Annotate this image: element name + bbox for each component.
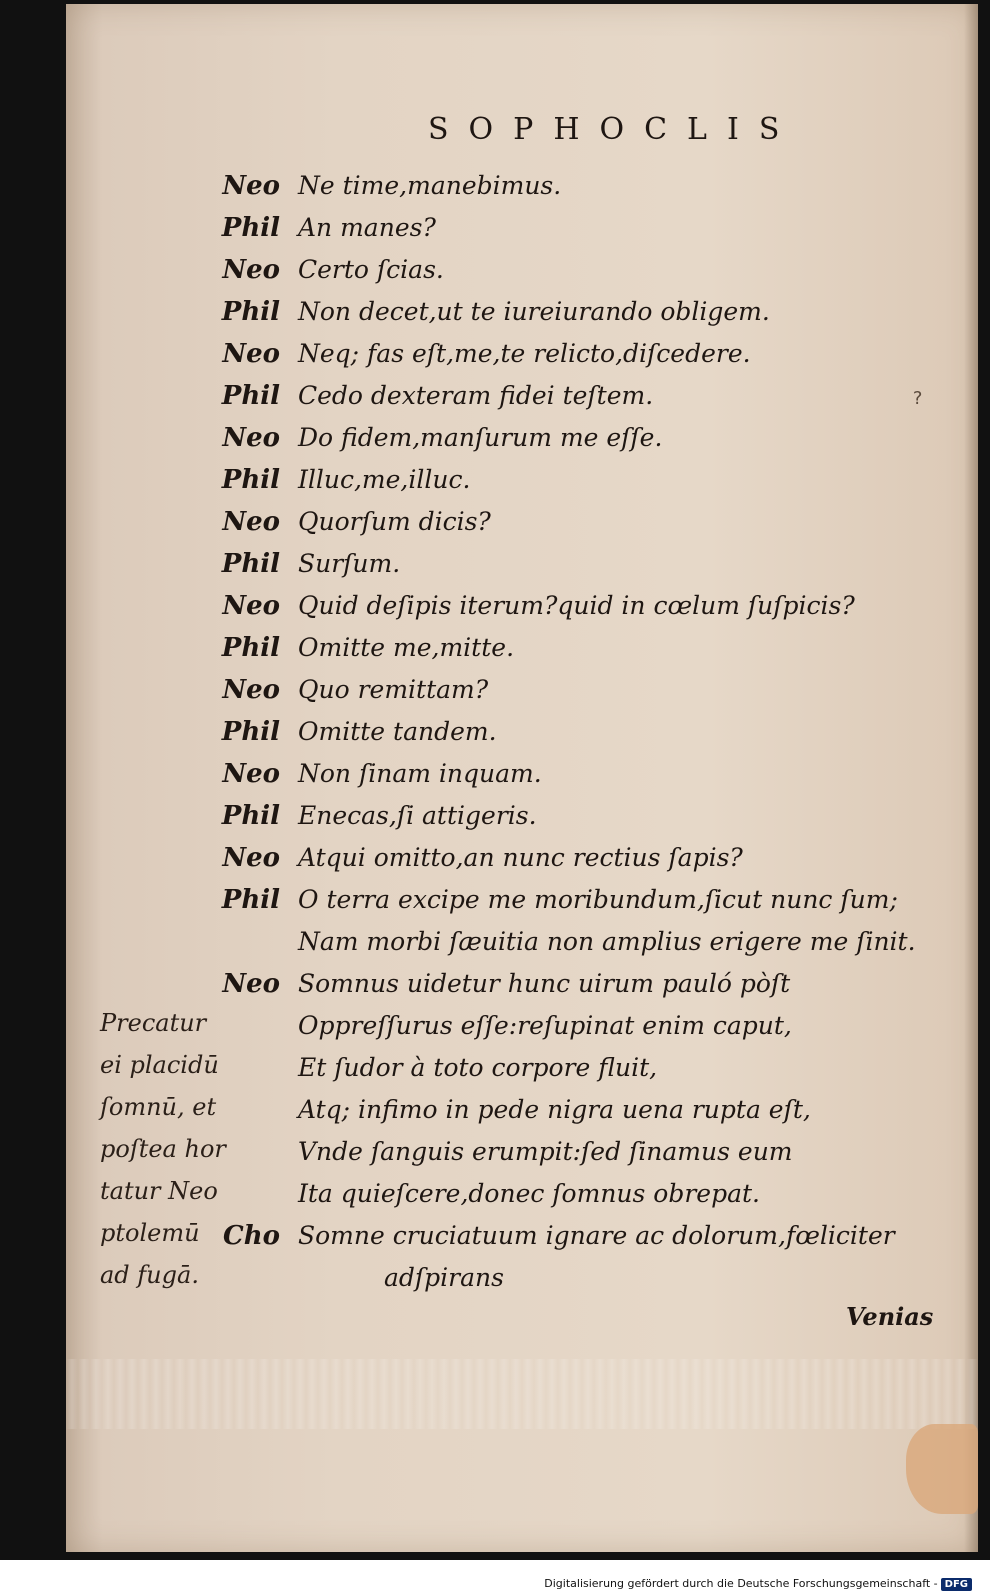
margin-note-line: ptolemū <box>100 1219 200 1247</box>
verse-line: Oppreſſurus eſſe:reſupinat enim caput, <box>298 1011 792 1040</box>
margin-note <box>100 1002 240 1296</box>
speaker-name: Phil <box>221 549 280 579</box>
speaker-name: Phil <box>221 381 280 411</box>
speech-row <box>0 586 1000 626</box>
speaker-name: Phil <box>221 213 280 243</box>
speech-row <box>0 670 1000 710</box>
verse-line: Ne time,manebimus. <box>298 171 562 200</box>
speaker-name: Neo <box>222 171 280 201</box>
speaker-name: Neo <box>222 675 280 705</box>
speaker-name: Neo <box>222 423 280 453</box>
dfg-logo-badge: DFG <box>941 1578 972 1591</box>
verse-line: Quid deſipis iterum?quid in cœlum ſuſpicis? <box>298 591 855 620</box>
verse-line: Non ſinam inquam. <box>298 759 542 788</box>
speech-row <box>0 922 1000 962</box>
verse-line: Omitte tandem. <box>298 717 497 746</box>
verse-line: Illuc,me,illuc. <box>298 465 471 494</box>
speech-row <box>0 712 1000 752</box>
verse-line: Neq; fas eſt,me,te relicto,diſcedere. <box>298 339 751 368</box>
margin-note-line: ei placidū <box>100 1051 219 1079</box>
speech-row <box>0 292 1000 332</box>
speaker-name: Phil <box>221 633 280 663</box>
margin-note-line: poſtea hor <box>100 1135 226 1163</box>
stray-mark: ? <box>912 388 923 409</box>
verse-line: Somne cruciatuum ignare ac dolorum,fœliciter <box>298 1221 895 1250</box>
verse-line: Omitte me,mitte. <box>298 633 515 662</box>
verse-line: An manes? <box>298 213 436 242</box>
speech-row <box>0 250 1000 290</box>
speech-row <box>0 880 1000 920</box>
speaker-name: Neo <box>222 339 280 369</box>
catchword: Venias <box>846 1302 934 1331</box>
verse-line: Nam morbi ſæuitia non amplius erigere me ſinit. <box>298 927 916 956</box>
running-head: SOPHOCLIS <box>428 112 800 147</box>
speaker-name: Neo <box>222 507 280 537</box>
verse-line: adſpirans <box>384 1263 504 1292</box>
verse-line: Certo ſcias. <box>298 255 444 284</box>
page-stain <box>906 1424 978 1514</box>
speech-row <box>0 502 1000 542</box>
margin-note-line: ad fugā. <box>100 1261 199 1289</box>
speech-row <box>0 460 1000 500</box>
speaker-name: Neo <box>222 759 280 789</box>
speaker-name: Phil <box>221 717 280 747</box>
speech-row <box>0 376 1000 416</box>
footer-text: Digitalisierung gefördert durch die Deutsche Forschungsgemeinschaft - <box>544 1577 938 1590</box>
speech-row <box>0 418 1000 458</box>
verse-line: Non decet,ut te iureiurando obligem. <box>298 297 770 326</box>
speech-row <box>0 544 1000 584</box>
speech-row <box>0 964 1000 1004</box>
page-bottom-band <box>66 1359 978 1429</box>
speech-row <box>0 166 1000 206</box>
verse-line: Et ſudor à toto corpore fluit, <box>298 1053 658 1082</box>
verse-line: Quo remittam? <box>298 675 489 704</box>
speaker-name: Phil <box>221 465 280 495</box>
footer-credit <box>544 1577 972 1591</box>
verse-line: Atqui omitto,an nunc rectius ſapis? <box>298 843 743 872</box>
speaker-name: Cho <box>223 1221 280 1251</box>
verse-line: Do fidem,manſurum me eſſe. <box>298 423 663 452</box>
speech-row <box>0 754 1000 794</box>
speech-row <box>0 796 1000 836</box>
margin-note-line: Precatur <box>100 1009 207 1037</box>
speaker-name: Neo <box>222 255 280 285</box>
verse-line: Atq; infimo in pede nigra uena rupta eſt, <box>298 1095 811 1124</box>
speech-row <box>0 838 1000 878</box>
verse-line: Enecas,ſi attigeris. <box>298 801 537 830</box>
speaker-name: Neo <box>222 591 280 621</box>
verse-line: Quorſum dicis? <box>298 507 491 536</box>
verse-line: Vnde ſanguis erumpit:ſed ſinamus eum <box>298 1137 793 1166</box>
margin-note-line: ſomnū, et <box>100 1093 217 1121</box>
verse-line: Surſum. <box>298 549 401 578</box>
speaker-name: Phil <box>221 297 280 327</box>
speaker-name: Neo <box>222 969 280 999</box>
verse-line: Ita quieſcere,donec ſomnus obrepat. <box>298 1179 760 1208</box>
speaker-name: Neo <box>222 843 280 873</box>
speech-row <box>0 334 1000 374</box>
verse-line: Somnus uidetur hunc uirum pauló pòſt <box>298 969 791 998</box>
speaker-name: Phil <box>221 801 280 831</box>
verse-line: O terra excipe me moribundum,ſicut nunc ſum; <box>298 885 898 914</box>
speech-row <box>0 628 1000 668</box>
verse-line: Cedo dexteram fidei teſtem. <box>298 381 654 410</box>
margin-note-line: tatur Neo <box>100 1177 218 1205</box>
speaker-name: Phil <box>221 885 280 915</box>
speech-row <box>0 208 1000 248</box>
